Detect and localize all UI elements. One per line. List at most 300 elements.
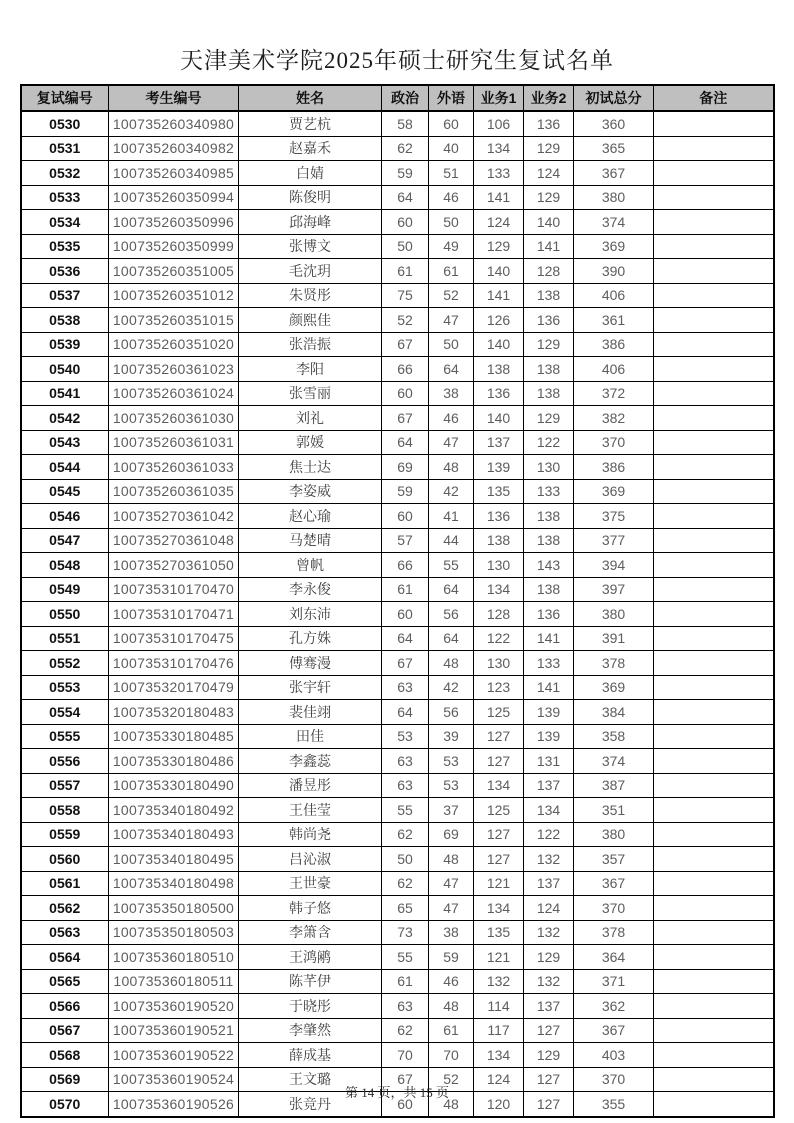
table-row bbox=[21, 577, 774, 602]
cell-recheck-id: 0556 bbox=[21, 749, 109, 774]
cell-major1: 121 bbox=[474, 945, 524, 970]
cell-name: 潘昱彤 bbox=[239, 773, 382, 798]
cell-recheck-id: 0547 bbox=[21, 528, 109, 553]
cell-politics: 57 bbox=[382, 528, 429, 553]
cell-recheck-id: 0536 bbox=[21, 259, 109, 284]
cell-recheck-id: 0568 bbox=[21, 1043, 109, 1068]
cell-recheck-id: 0563 bbox=[21, 920, 109, 945]
cell-foreign-lang: 50 bbox=[429, 210, 474, 235]
cell-major2: 124 bbox=[524, 896, 574, 921]
cell-candidate-id: 100735270361048 bbox=[109, 528, 239, 553]
cell-name: 薛成基 bbox=[239, 1043, 382, 1068]
cell-politics: 50 bbox=[382, 847, 429, 872]
cell-major1: 133 bbox=[474, 161, 524, 186]
cell-major1: 130 bbox=[474, 651, 524, 676]
cell-major1: 128 bbox=[474, 602, 524, 627]
cell-politics: 53 bbox=[382, 724, 429, 749]
cell-major1: 124 bbox=[474, 210, 524, 235]
table-row bbox=[21, 528, 774, 553]
cell-politics: 67 bbox=[382, 651, 429, 676]
table-row bbox=[21, 773, 774, 798]
cell-initial-total: 387 bbox=[574, 773, 654, 798]
cell-major1: 139 bbox=[474, 455, 524, 480]
cell-major1: 134 bbox=[474, 773, 524, 798]
cell-initial-total: 371 bbox=[574, 969, 654, 994]
cell-candidate-id: 100735340180493 bbox=[109, 822, 239, 847]
cell-foreign-lang: 39 bbox=[429, 724, 474, 749]
cell-recheck-id: 0570 bbox=[21, 1092, 109, 1117]
cell-politics: 58 bbox=[382, 111, 429, 136]
cell-foreign-lang: 64 bbox=[429, 626, 474, 651]
cell-politics: 67 bbox=[382, 332, 429, 357]
cell-candidate-id: 100735340180495 bbox=[109, 847, 239, 872]
cell-foreign-lang: 38 bbox=[429, 381, 474, 406]
cell-foreign-lang: 49 bbox=[429, 234, 474, 259]
cell-candidate-id: 100735260361024 bbox=[109, 381, 239, 406]
cell-recheck-id: 0559 bbox=[21, 822, 109, 847]
cell-recheck-id: 0538 bbox=[21, 308, 109, 333]
table-row bbox=[21, 430, 774, 455]
cell-name: 孔方姝 bbox=[239, 626, 382, 651]
cell-politics: 52 bbox=[382, 308, 429, 333]
cell-major1: 140 bbox=[474, 332, 524, 357]
cell-recheck-id: 0533 bbox=[21, 185, 109, 210]
cell-remarks bbox=[654, 259, 774, 284]
cell-foreign-lang: 48 bbox=[429, 455, 474, 480]
cell-recheck-id: 0560 bbox=[21, 847, 109, 872]
cell-name: 陈俊明 bbox=[239, 185, 382, 210]
cell-remarks bbox=[654, 357, 774, 382]
table-row bbox=[21, 1018, 774, 1043]
cell-major2: 133 bbox=[524, 651, 574, 676]
cell-initial-total: 364 bbox=[574, 945, 654, 970]
table-row bbox=[21, 185, 774, 210]
cell-name: 李阳 bbox=[239, 357, 382, 382]
table-row bbox=[21, 969, 774, 994]
cell-foreign-lang: 46 bbox=[429, 185, 474, 210]
cell-recheck-id: 0553 bbox=[21, 675, 109, 700]
cell-politics: 69 bbox=[382, 455, 429, 480]
cell-recheck-id: 0554 bbox=[21, 700, 109, 725]
cell-initial-total: 384 bbox=[574, 700, 654, 725]
cell-remarks bbox=[654, 185, 774, 210]
cell-name: 贾艺杭 bbox=[239, 111, 382, 136]
cell-politics: 60 bbox=[382, 210, 429, 235]
cell-name: 朱贤彤 bbox=[239, 283, 382, 308]
cell-candidate-id: 100735350180503 bbox=[109, 920, 239, 945]
cell-remarks bbox=[654, 381, 774, 406]
cell-foreign-lang: 46 bbox=[429, 406, 474, 431]
cell-name: 韩子悠 bbox=[239, 896, 382, 921]
cell-foreign-lang: 47 bbox=[429, 871, 474, 896]
cell-remarks bbox=[654, 798, 774, 823]
column-header-initial-total: 初试总分 bbox=[574, 85, 654, 111]
cell-recheck-id: 0565 bbox=[21, 969, 109, 994]
cell-name: 毛沈玥 bbox=[239, 259, 382, 284]
cell-major2: 127 bbox=[524, 1018, 574, 1043]
column-header-major1: 业务1 bbox=[474, 85, 524, 111]
cell-candidate-id: 100735260361023 bbox=[109, 357, 239, 382]
cell-initial-total: 369 bbox=[574, 479, 654, 504]
cell-major2: 138 bbox=[524, 357, 574, 382]
cell-candidate-id: 100735350180500 bbox=[109, 896, 239, 921]
cell-major1: 138 bbox=[474, 357, 524, 382]
table-row bbox=[21, 504, 774, 529]
cell-initial-total: 355 bbox=[574, 1092, 654, 1117]
cell-name: 李姿威 bbox=[239, 479, 382, 504]
cell-foreign-lang: 51 bbox=[429, 161, 474, 186]
cell-recheck-id: 0530 bbox=[21, 111, 109, 136]
cell-candidate-id: 100735340180492 bbox=[109, 798, 239, 823]
cell-major1: 135 bbox=[474, 479, 524, 504]
recheck-roster-table bbox=[20, 84, 775, 1118]
cell-recheck-id: 0532 bbox=[21, 161, 109, 186]
cell-remarks bbox=[654, 332, 774, 357]
cell-remarks bbox=[654, 847, 774, 872]
cell-recheck-id: 0569 bbox=[21, 1067, 109, 1092]
cell-major2: 122 bbox=[524, 430, 574, 455]
cell-politics: 73 bbox=[382, 920, 429, 945]
cell-initial-total: 406 bbox=[574, 357, 654, 382]
cell-name: 张雪丽 bbox=[239, 381, 382, 406]
cell-name: 裴佳翊 bbox=[239, 700, 382, 725]
cell-foreign-lang: 59 bbox=[429, 945, 474, 970]
cell-candidate-id: 100735260340982 bbox=[109, 136, 239, 161]
cell-remarks bbox=[654, 577, 774, 602]
cell-name: 白婧 bbox=[239, 161, 382, 186]
cell-recheck-id: 0564 bbox=[21, 945, 109, 970]
cell-candidate-id: 100735320180483 bbox=[109, 700, 239, 725]
cell-major1: 141 bbox=[474, 283, 524, 308]
cell-candidate-id: 100735260340980 bbox=[109, 111, 239, 136]
cell-name: 韩尚尧 bbox=[239, 822, 382, 847]
cell-recheck-id: 0537 bbox=[21, 283, 109, 308]
cell-foreign-lang: 48 bbox=[429, 651, 474, 676]
cell-name: 李肇然 bbox=[239, 1018, 382, 1043]
cell-name: 郭媛 bbox=[239, 430, 382, 455]
cell-remarks bbox=[654, 724, 774, 749]
table-row bbox=[21, 945, 774, 970]
cell-recheck-id: 0557 bbox=[21, 773, 109, 798]
cell-candidate-id: 100735340180498 bbox=[109, 871, 239, 896]
cell-remarks bbox=[654, 651, 774, 676]
cell-politics: 62 bbox=[382, 822, 429, 847]
cell-name: 吕沁淑 bbox=[239, 847, 382, 872]
cell-politics: 61 bbox=[382, 969, 429, 994]
cell-initial-total: 380 bbox=[574, 602, 654, 627]
cell-recheck-id: 0567 bbox=[21, 1018, 109, 1043]
cell-major1: 140 bbox=[474, 259, 524, 284]
cell-major1: 117 bbox=[474, 1018, 524, 1043]
cell-major1: 120 bbox=[474, 1092, 524, 1117]
cell-major2: 138 bbox=[524, 381, 574, 406]
cell-initial-total: 370 bbox=[574, 430, 654, 455]
cell-candidate-id: 100735260361035 bbox=[109, 479, 239, 504]
cell-remarks bbox=[654, 749, 774, 774]
table-row bbox=[21, 381, 774, 406]
cell-politics: 67 bbox=[382, 1067, 429, 1092]
cell-remarks bbox=[654, 406, 774, 431]
table-row bbox=[21, 210, 774, 235]
cell-remarks bbox=[654, 528, 774, 553]
cell-initial-total: 369 bbox=[574, 234, 654, 259]
cell-major1: 127 bbox=[474, 847, 524, 872]
table-row bbox=[21, 308, 774, 333]
cell-name: 张宇轩 bbox=[239, 675, 382, 700]
cell-foreign-lang: 70 bbox=[429, 1043, 474, 1068]
cell-remarks bbox=[654, 430, 774, 455]
column-header-remarks: 备注 bbox=[654, 85, 774, 111]
cell-foreign-lang: 47 bbox=[429, 896, 474, 921]
cell-politics: 63 bbox=[382, 994, 429, 1019]
cell-name: 张浩振 bbox=[239, 332, 382, 357]
cell-major2: 128 bbox=[524, 259, 574, 284]
cell-foreign-lang: 52 bbox=[429, 283, 474, 308]
table-row bbox=[21, 406, 774, 431]
table-row bbox=[21, 847, 774, 872]
cell-initial-total: 380 bbox=[574, 185, 654, 210]
cell-major2: 122 bbox=[524, 822, 574, 847]
cell-major2: 138 bbox=[524, 577, 574, 602]
cell-politics: 60 bbox=[382, 1092, 429, 1117]
cell-foreign-lang: 38 bbox=[429, 920, 474, 945]
cell-recheck-id: 0546 bbox=[21, 504, 109, 529]
cell-name: 颜熙佳 bbox=[239, 308, 382, 333]
cell-initial-total: 351 bbox=[574, 798, 654, 823]
table-row bbox=[21, 259, 774, 284]
table-row bbox=[21, 651, 774, 676]
cell-foreign-lang: 64 bbox=[429, 577, 474, 602]
cell-major1: 134 bbox=[474, 577, 524, 602]
cell-politics: 60 bbox=[382, 602, 429, 627]
table-row bbox=[21, 798, 774, 823]
cell-name: 王文璐 bbox=[239, 1067, 382, 1092]
table-row bbox=[21, 700, 774, 725]
cell-name: 赵嘉禾 bbox=[239, 136, 382, 161]
table-row bbox=[21, 111, 774, 136]
cell-politics: 50 bbox=[382, 234, 429, 259]
cell-name: 王佳莹 bbox=[239, 798, 382, 823]
cell-major2: 132 bbox=[524, 847, 574, 872]
cell-foreign-lang: 44 bbox=[429, 528, 474, 553]
cell-initial-total: 367 bbox=[574, 161, 654, 186]
cell-major2: 137 bbox=[524, 773, 574, 798]
cell-remarks bbox=[654, 455, 774, 480]
cell-major2: 129 bbox=[524, 332, 574, 357]
table-row bbox=[21, 896, 774, 921]
cell-remarks bbox=[654, 504, 774, 529]
cell-politics: 55 bbox=[382, 945, 429, 970]
cell-politics: 61 bbox=[382, 259, 429, 284]
cell-politics: 63 bbox=[382, 749, 429, 774]
cell-major2: 127 bbox=[524, 1067, 574, 1092]
cell-recheck-id: 0534 bbox=[21, 210, 109, 235]
cell-politics: 55 bbox=[382, 798, 429, 823]
cell-name: 陈芊伊 bbox=[239, 969, 382, 994]
cell-remarks bbox=[654, 161, 774, 186]
cell-remarks bbox=[654, 871, 774, 896]
column-header-candidate-id: 考生编号 bbox=[109, 85, 239, 111]
cell-initial-total: 390 bbox=[574, 259, 654, 284]
cell-major2: 129 bbox=[524, 1043, 574, 1068]
cell-major1: 134 bbox=[474, 1043, 524, 1068]
cell-politics: 63 bbox=[382, 675, 429, 700]
cell-foreign-lang: 46 bbox=[429, 969, 474, 994]
cell-initial-total: 386 bbox=[574, 332, 654, 357]
cell-major1: 127 bbox=[474, 749, 524, 774]
cell-foreign-lang: 61 bbox=[429, 1018, 474, 1043]
cell-initial-total: 378 bbox=[574, 920, 654, 945]
table-row bbox=[21, 283, 774, 308]
cell-candidate-id: 100735360180510 bbox=[109, 945, 239, 970]
cell-major1: 135 bbox=[474, 920, 524, 945]
cell-major2: 143 bbox=[524, 553, 574, 578]
cell-major2: 127 bbox=[524, 1092, 574, 1117]
cell-name: 张博文 bbox=[239, 234, 382, 259]
cell-politics: 63 bbox=[382, 773, 429, 798]
cell-initial-total: 394 bbox=[574, 553, 654, 578]
cell-name: 刘东沛 bbox=[239, 602, 382, 627]
cell-foreign-lang: 60 bbox=[429, 111, 474, 136]
cell-major2: 132 bbox=[524, 969, 574, 994]
cell-name: 李永俊 bbox=[239, 577, 382, 602]
cell-candidate-id: 100735330180486 bbox=[109, 749, 239, 774]
cell-candidate-id: 100735310170471 bbox=[109, 602, 239, 627]
cell-major2: 129 bbox=[524, 185, 574, 210]
cell-remarks bbox=[654, 136, 774, 161]
cell-major1: 114 bbox=[474, 994, 524, 1019]
cell-major2: 137 bbox=[524, 871, 574, 896]
cell-initial-total: 358 bbox=[574, 724, 654, 749]
cell-initial-total: 360 bbox=[574, 111, 654, 136]
cell-initial-total: 406 bbox=[574, 283, 654, 308]
cell-initial-total: 378 bbox=[574, 651, 654, 676]
cell-recheck-id: 0555 bbox=[21, 724, 109, 749]
cell-name: 张竞丹 bbox=[239, 1092, 382, 1117]
cell-name: 于晓彤 bbox=[239, 994, 382, 1019]
cell-name: 王世豪 bbox=[239, 871, 382, 896]
table-row bbox=[21, 871, 774, 896]
cell-politics: 64 bbox=[382, 700, 429, 725]
cell-candidate-id: 100735260351020 bbox=[109, 332, 239, 357]
cell-major2: 133 bbox=[524, 479, 574, 504]
cell-initial-total: 361 bbox=[574, 308, 654, 333]
cell-recheck-id: 0542 bbox=[21, 406, 109, 431]
cell-major2: 129 bbox=[524, 406, 574, 431]
cell-foreign-lang: 37 bbox=[429, 798, 474, 823]
cell-candidate-id: 100735330180490 bbox=[109, 773, 239, 798]
cell-name: 田佳 bbox=[239, 724, 382, 749]
table-row bbox=[21, 234, 774, 259]
cell-initial-total: 357 bbox=[574, 847, 654, 872]
cell-recheck-id: 0541 bbox=[21, 381, 109, 406]
cell-remarks bbox=[654, 994, 774, 1019]
cell-foreign-lang: 40 bbox=[429, 136, 474, 161]
table-row bbox=[21, 136, 774, 161]
cell-foreign-lang: 64 bbox=[429, 357, 474, 382]
cell-major1: 138 bbox=[474, 528, 524, 553]
cell-major2: 140 bbox=[524, 210, 574, 235]
cell-candidate-id: 100735360190526 bbox=[109, 1092, 239, 1117]
cell-candidate-id: 100735260350996 bbox=[109, 210, 239, 235]
cell-major1: 141 bbox=[474, 185, 524, 210]
cell-remarks bbox=[654, 602, 774, 627]
cell-major2: 141 bbox=[524, 234, 574, 259]
page-title: 天津美术学院2025年硕士研究生复试名单 bbox=[180, 48, 614, 73]
cell-foreign-lang: 42 bbox=[429, 675, 474, 700]
cell-candidate-id: 100735360190524 bbox=[109, 1067, 239, 1092]
cell-recheck-id: 0544 bbox=[21, 455, 109, 480]
cell-politics: 64 bbox=[382, 185, 429, 210]
cell-major2: 124 bbox=[524, 161, 574, 186]
column-header-name: 姓名 bbox=[239, 85, 382, 111]
cell-candidate-id: 100735260350999 bbox=[109, 234, 239, 259]
cell-remarks bbox=[654, 1043, 774, 1068]
cell-candidate-id: 100735260361031 bbox=[109, 430, 239, 455]
cell-name: 曾帆 bbox=[239, 553, 382, 578]
table-row bbox=[21, 749, 774, 774]
cell-foreign-lang: 55 bbox=[429, 553, 474, 578]
cell-recheck-id: 0539 bbox=[21, 332, 109, 357]
cell-candidate-id: 100735260351012 bbox=[109, 283, 239, 308]
cell-major1: 121 bbox=[474, 871, 524, 896]
cell-foreign-lang: 48 bbox=[429, 994, 474, 1019]
cell-initial-total: 372 bbox=[574, 381, 654, 406]
cell-major2: 134 bbox=[524, 798, 574, 823]
cell-major2: 136 bbox=[524, 111, 574, 136]
cell-name: 李鑫蕊 bbox=[239, 749, 382, 774]
cell-initial-total: 367 bbox=[574, 871, 654, 896]
cell-foreign-lang: 41 bbox=[429, 504, 474, 529]
cell-name: 赵心瑜 bbox=[239, 504, 382, 529]
cell-remarks bbox=[654, 700, 774, 725]
cell-politics: 64 bbox=[382, 430, 429, 455]
cell-politics: 66 bbox=[382, 553, 429, 578]
cell-politics: 61 bbox=[382, 577, 429, 602]
cell-initial-total: 391 bbox=[574, 626, 654, 651]
cell-major1: 124 bbox=[474, 1067, 524, 1092]
cell-major1: 127 bbox=[474, 822, 524, 847]
cell-politics: 70 bbox=[382, 1043, 429, 1068]
table-row bbox=[21, 455, 774, 480]
cell-candidate-id: 100735260351015 bbox=[109, 308, 239, 333]
cell-politics: 65 bbox=[382, 896, 429, 921]
cell-politics: 62 bbox=[382, 136, 429, 161]
cell-candidate-id: 100735260361033 bbox=[109, 455, 239, 480]
cell-foreign-lang: 56 bbox=[429, 602, 474, 627]
cell-major2: 129 bbox=[524, 136, 574, 161]
cell-candidate-id: 100735310170475 bbox=[109, 626, 239, 651]
cell-major2: 137 bbox=[524, 994, 574, 1019]
cell-remarks bbox=[654, 773, 774, 798]
cell-major1: 129 bbox=[474, 234, 524, 259]
cell-candidate-id: 100735360190522 bbox=[109, 1043, 239, 1068]
table-row bbox=[21, 675, 774, 700]
cell-candidate-id: 100735360180511 bbox=[109, 969, 239, 994]
cell-major2: 138 bbox=[524, 528, 574, 553]
cell-initial-total: 365 bbox=[574, 136, 654, 161]
table-row bbox=[21, 1043, 774, 1068]
cell-candidate-id: 100735260340985 bbox=[109, 161, 239, 186]
cell-major1: 136 bbox=[474, 504, 524, 529]
table-row bbox=[21, 626, 774, 651]
cell-initial-total: 380 bbox=[574, 822, 654, 847]
cell-politics: 62 bbox=[382, 871, 429, 896]
cell-politics: 59 bbox=[382, 161, 429, 186]
cell-major2: 131 bbox=[524, 749, 574, 774]
table-row bbox=[21, 553, 774, 578]
cell-foreign-lang: 56 bbox=[429, 700, 474, 725]
